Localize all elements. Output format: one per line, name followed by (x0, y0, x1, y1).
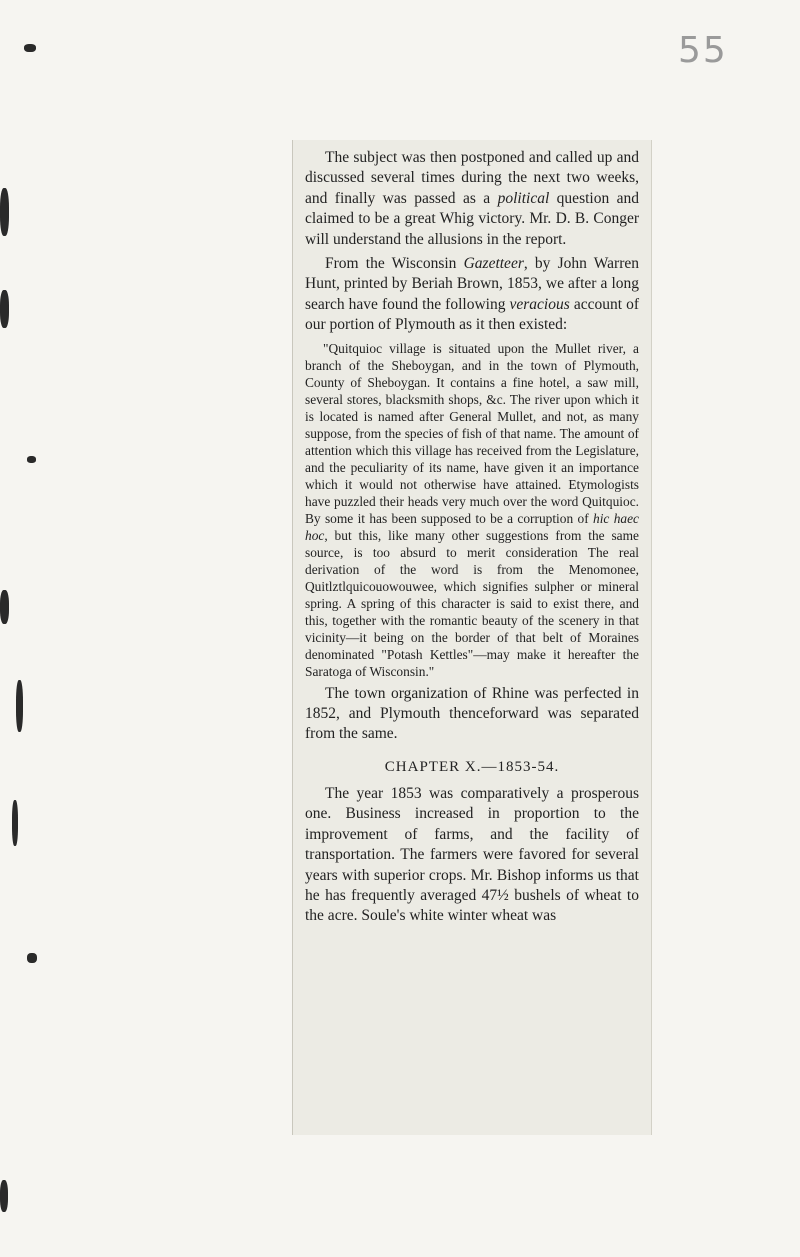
paragraph: The subject was then postponed and called up and discussed several times during the next two weeks, and finally was passed as a political question and claimed to be a great Whig victory. Mr. D. B. Conger will understand the allusions in the report. (305, 149, 640, 248)
binding-mark (12, 800, 18, 846)
gazetteer-quote: "Quitquioc village is situated upon the Mullet river, a branch of the Sheboygan, and in the town of Plymouth, County of Sheboygan. It contains a fine hotel, a saw mill, several stores, blacksmith shops, &c. The river upon which it is located is named after General Mullet, and not, as many suppose, from the species of fish of that name. The amount of attention which this village has received from the Legislature, and the peculiarity of its name, have given it an importance which it would not otherwise have attained. Etymologists have puzzled their heads very much over the word Quitquioc. By some it has been supposed to be a corruption of hic haec hoc, but this, like many other suggestions from the same source, is too absurd to merit consideration The real derivation of the word is from the Menomonee, Quitlztlquicouowouwee, which signifies sulpher or mineral spring. A spring of this character is said to exist there, and this, together with the romantic beauty of the scenery in that vicinity—it being on the border of that belt of Moraines denominated "Potash Kettles"—may make it hereafter the Saratoga of Wisconsin." (305, 340, 639, 679)
binding-mark (24, 44, 36, 52)
page-number: 55 (678, 30, 728, 71)
paragraph: The town organization of Rhine was perfected in 1852, and Plymouth thenceforward was separated from the same. (305, 684, 639, 743)
newspaper-clipping (292, 140, 652, 1135)
binding-mark (16, 680, 23, 732)
binding-mark (27, 456, 36, 463)
binding-mark (0, 188, 9, 236)
binding-mark (0, 1180, 8, 1212)
chapter-heading: CHAPTER X.—1853-54. (384, 758, 560, 775)
binding-mark (0, 290, 9, 328)
paragraph: From the Wisconsin Gazetteer, by John Warren Hunt, printed by Beriah Brown, 1853, we after a long search have found the following veracious account of our portion of Plymouth as it then existed: (305, 255, 640, 334)
paragraph: The year 1853 was comparatively a prosperous one. Business increased in proportion to the improvement of farms, and the facility of transportation. The farmers were favored for several years with superior crops. Mr. Bishop informs us that he has frequently averaged 47½ bushels of wheat to the acre. Soule's white winter wheat was (305, 784, 639, 925)
binding-mark (0, 590, 9, 624)
binding-mark (27, 953, 37, 963)
